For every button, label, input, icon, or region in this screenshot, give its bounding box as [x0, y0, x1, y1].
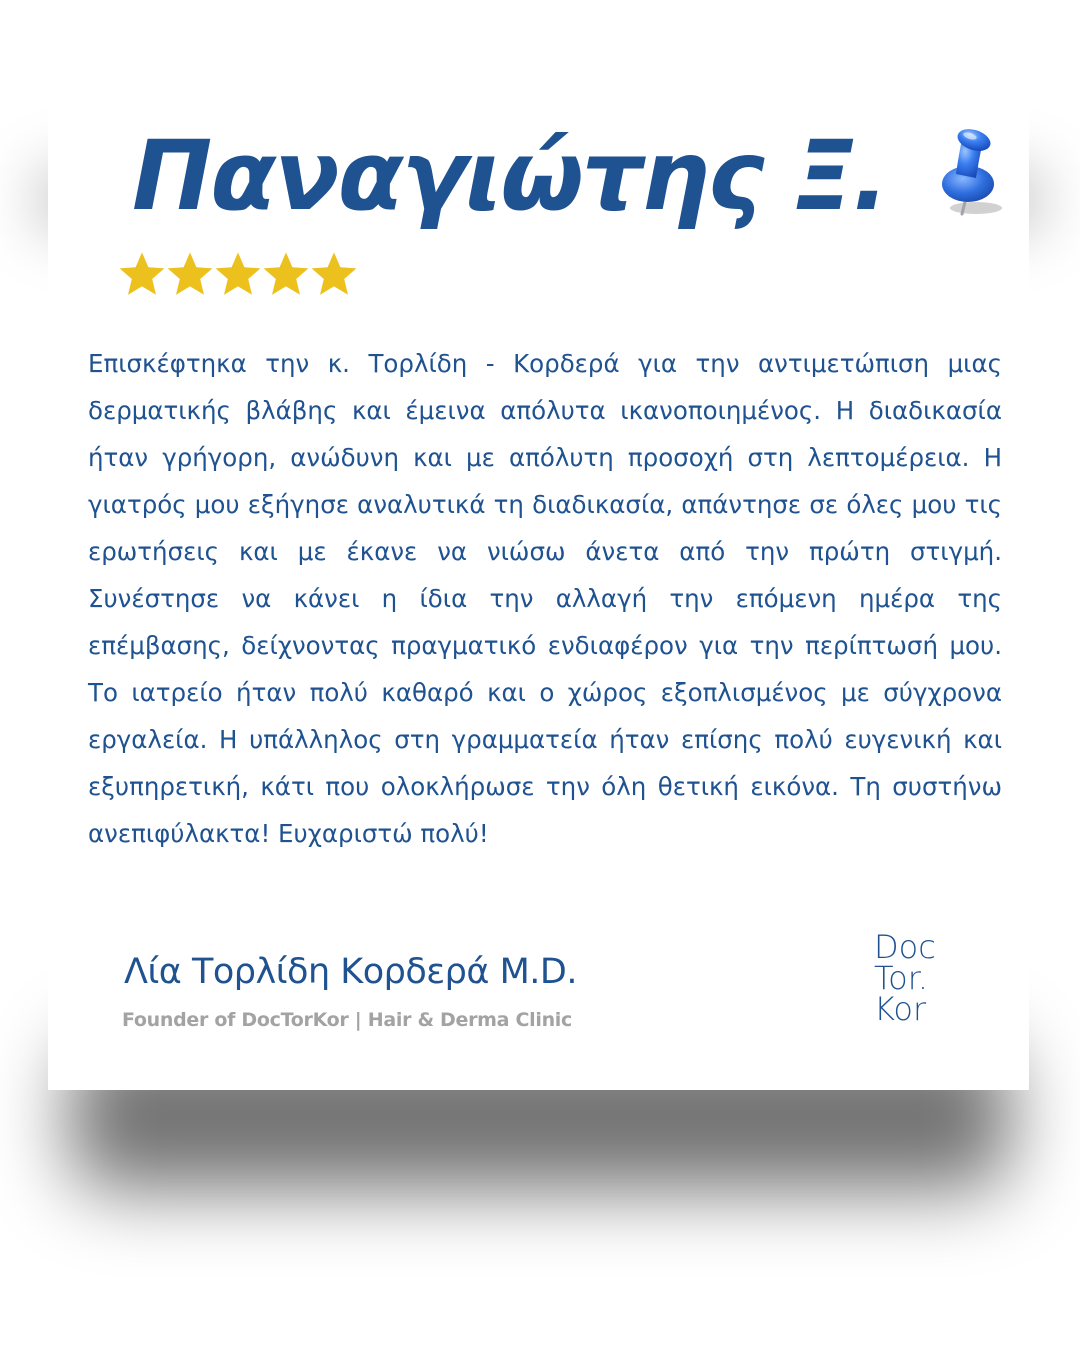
star-icon — [310, 250, 358, 298]
pushpin-icon — [930, 122, 1014, 222]
logo-line-tor: Tor. — [874, 959, 929, 997]
doctor-name: Λία Τορλίδη Κορδερά M.D. — [124, 952, 577, 992]
star-icon — [214, 250, 262, 298]
reviewer-name: Παναγιώτης Ξ. — [132, 120, 887, 232]
star-icon — [262, 250, 310, 298]
doctor-title: Founder of DocTorKor | Hair & Derma Clinic — [122, 1009, 572, 1031]
testimonial-card — [48, 100, 1029, 1090]
star-rating — [118, 250, 358, 298]
doctorkor-logo — [874, 928, 936, 1028]
star-icon — [166, 250, 214, 298]
logo-line-doc: Doc — [874, 928, 936, 966]
logo-line-kor: Kor — [874, 990, 927, 1028]
star-icon — [118, 250, 166, 298]
review-text: Επισκέφτηκα την κ. Τορλίδη - Κορδερά για την αντιμετώπιση μιας δερματικής βλάβης και έμεινα απόλυτα ικανοποιημένος. Η διαδικασία ήταν γρήγορη, ανώδυνη και με απόλυτη προσοχή στη λεπτομέρεια. Η γιατρός μου εξήγησε αναλυτικά τη διαδικασία, απάντησε σε όλες μου τις ερωτήσεις και με έκανε να νιώσω άνετα από την πρώτη στιγμή. Συνέστησε να κάνει η ίδια την αλλαγή την επόμενη ημέρα της επέμβασης, δείχνοντας πραγματικό ενδιαφέρον για την περίπτωσή μου. Το ιατρείο ήταν πολύ καθαρό και ο χώρος εξοπλισμένος με σύγχρονα εργαλεία. Η υπάλληλος στη γραμματεία ήταν επίσης πολύ ευγενική και εξυπηρετική, κάτι που ολοκλήρωσε την όλη θετική εικόνα. Τη συστήνω ανεπιφύλακτα! Ευχαριστώ πολύ! — [88, 349, 1002, 848]
